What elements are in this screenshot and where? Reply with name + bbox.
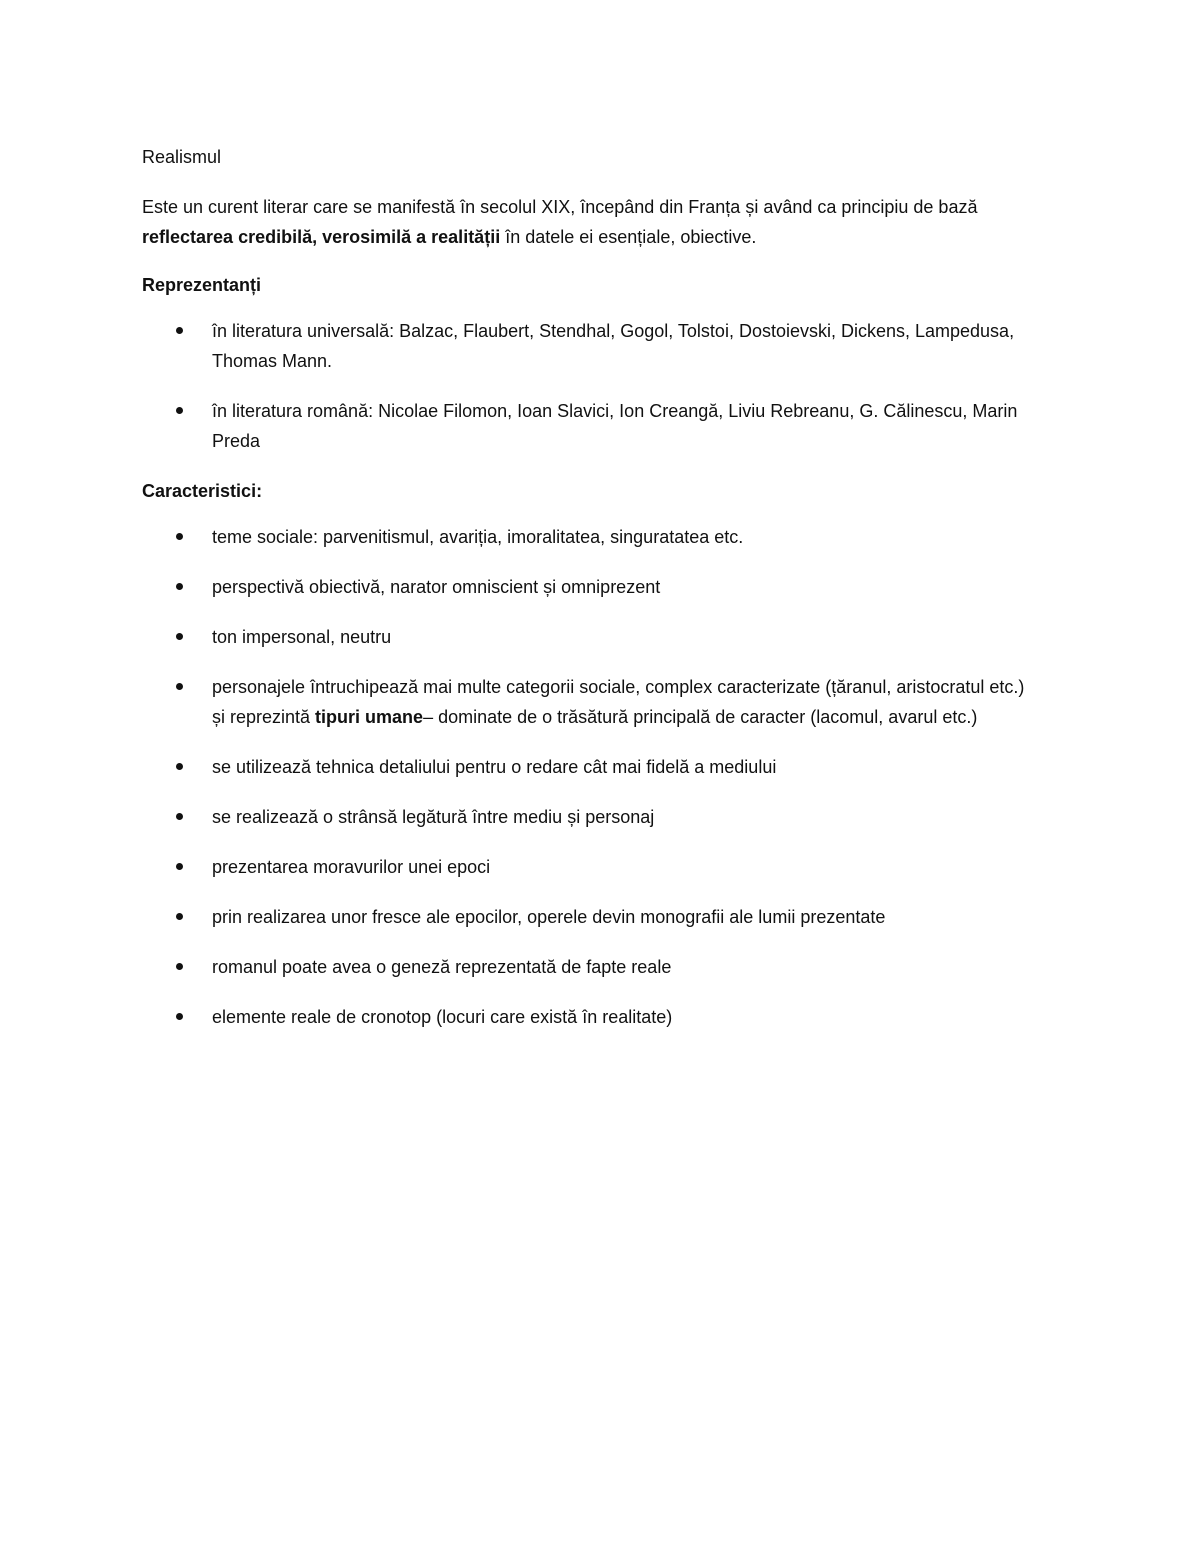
list-item-text (212, 677, 1024, 727)
list-item-text-end: – dominate de o trăsătură principală de caracter (lacomul, avarul etc.) (423, 707, 978, 727)
list-item (142, 802, 1042, 832)
list-item (142, 952, 1042, 982)
bullet-icon (176, 583, 183, 590)
document-title: Realismul (142, 147, 222, 167)
representatives-heading: Reprezentanți (142, 275, 262, 295)
list-item-text: prezentarea moravurilor unei epoci (212, 857, 491, 877)
list-item (142, 522, 1042, 552)
list-item-text: se realizează o strânsă legătură între mediu și personaj (212, 807, 655, 827)
bullet-icon (176, 407, 183, 414)
bullet-icon (176, 763, 183, 770)
list-item (142, 902, 1042, 932)
list-item (142, 752, 1042, 782)
characteristics-list (142, 522, 1042, 1032)
list-item-text: se utilizează tehnica detaliului pentru o redare cât mai fidelă a mediului (212, 757, 777, 777)
list-item-bold-phrase: tipuri umane (315, 707, 424, 727)
list-item-text: în literatura universală: Balzac, Flaubert, Stendhal, Gogol, Tolstoi, Dostoievski, Dickens, Lampedusa, Thomas Mann. (212, 321, 1015, 371)
list-item-text: prin realizarea unor fresce ale epocilor, operele devin monografii ale lumii prezentate (212, 907, 886, 927)
representatives-list (142, 316, 1042, 456)
list-item-text: perspectivă obiectivă, narator omniscient și omniprezent (212, 577, 661, 597)
bullet-icon (176, 913, 183, 920)
list-item (142, 396, 1042, 456)
list-item (142, 1002, 1042, 1032)
intro-paragraph (142, 192, 1042, 252)
list-item (142, 672, 1042, 732)
bullet-icon (176, 963, 183, 970)
list-item-text: romanul poate avea o geneză reprezentată de fapte reale (212, 957, 672, 977)
intro-text-end: în datele ei esențiale, obiective. (500, 227, 757, 247)
bullet-icon (176, 1013, 183, 1020)
bullet-icon (176, 813, 183, 820)
list-item (142, 316, 1042, 376)
list-item-text: elemente reale de cronotop (locuri care există în realitate) (212, 1007, 673, 1027)
list-item (142, 572, 1042, 602)
list-item-text: în literatura română: Nicolae Filomon, Ioan Slavici, Ion Creangă, Liviu Rebreanu, G. Călinescu, Marin Preda (212, 401, 1018, 451)
intro-bold-phrase: reflectarea credibilă, verosimilă a realității (142, 227, 501, 247)
list-item (142, 852, 1042, 882)
list-item (142, 622, 1042, 652)
bullet-icon (176, 327, 183, 334)
list-item-text: ton impersonal, neutru (212, 627, 392, 647)
bullet-icon (176, 863, 183, 870)
bullet-icon (176, 633, 183, 640)
bullet-icon (176, 533, 183, 540)
list-item-text-start: personajele întruchipează mai multe categorii sociale, complex caracterizate (țăranul, aristocratul etc.) și reprezintă (212, 677, 1025, 727)
document-content (142, 142, 1042, 1052)
bullet-icon (176, 683, 183, 690)
list-item-text: teme sociale: parvenitismul, avariția, imoralitatea, singuratatea etc. (212, 527, 744, 547)
intro-text-start: Este un curent literar care se manifestă în secolul XIX, începând din Franța și având ca principiu de bază (142, 197, 978, 217)
characteristics-heading: Caracteristici: (142, 481, 263, 501)
